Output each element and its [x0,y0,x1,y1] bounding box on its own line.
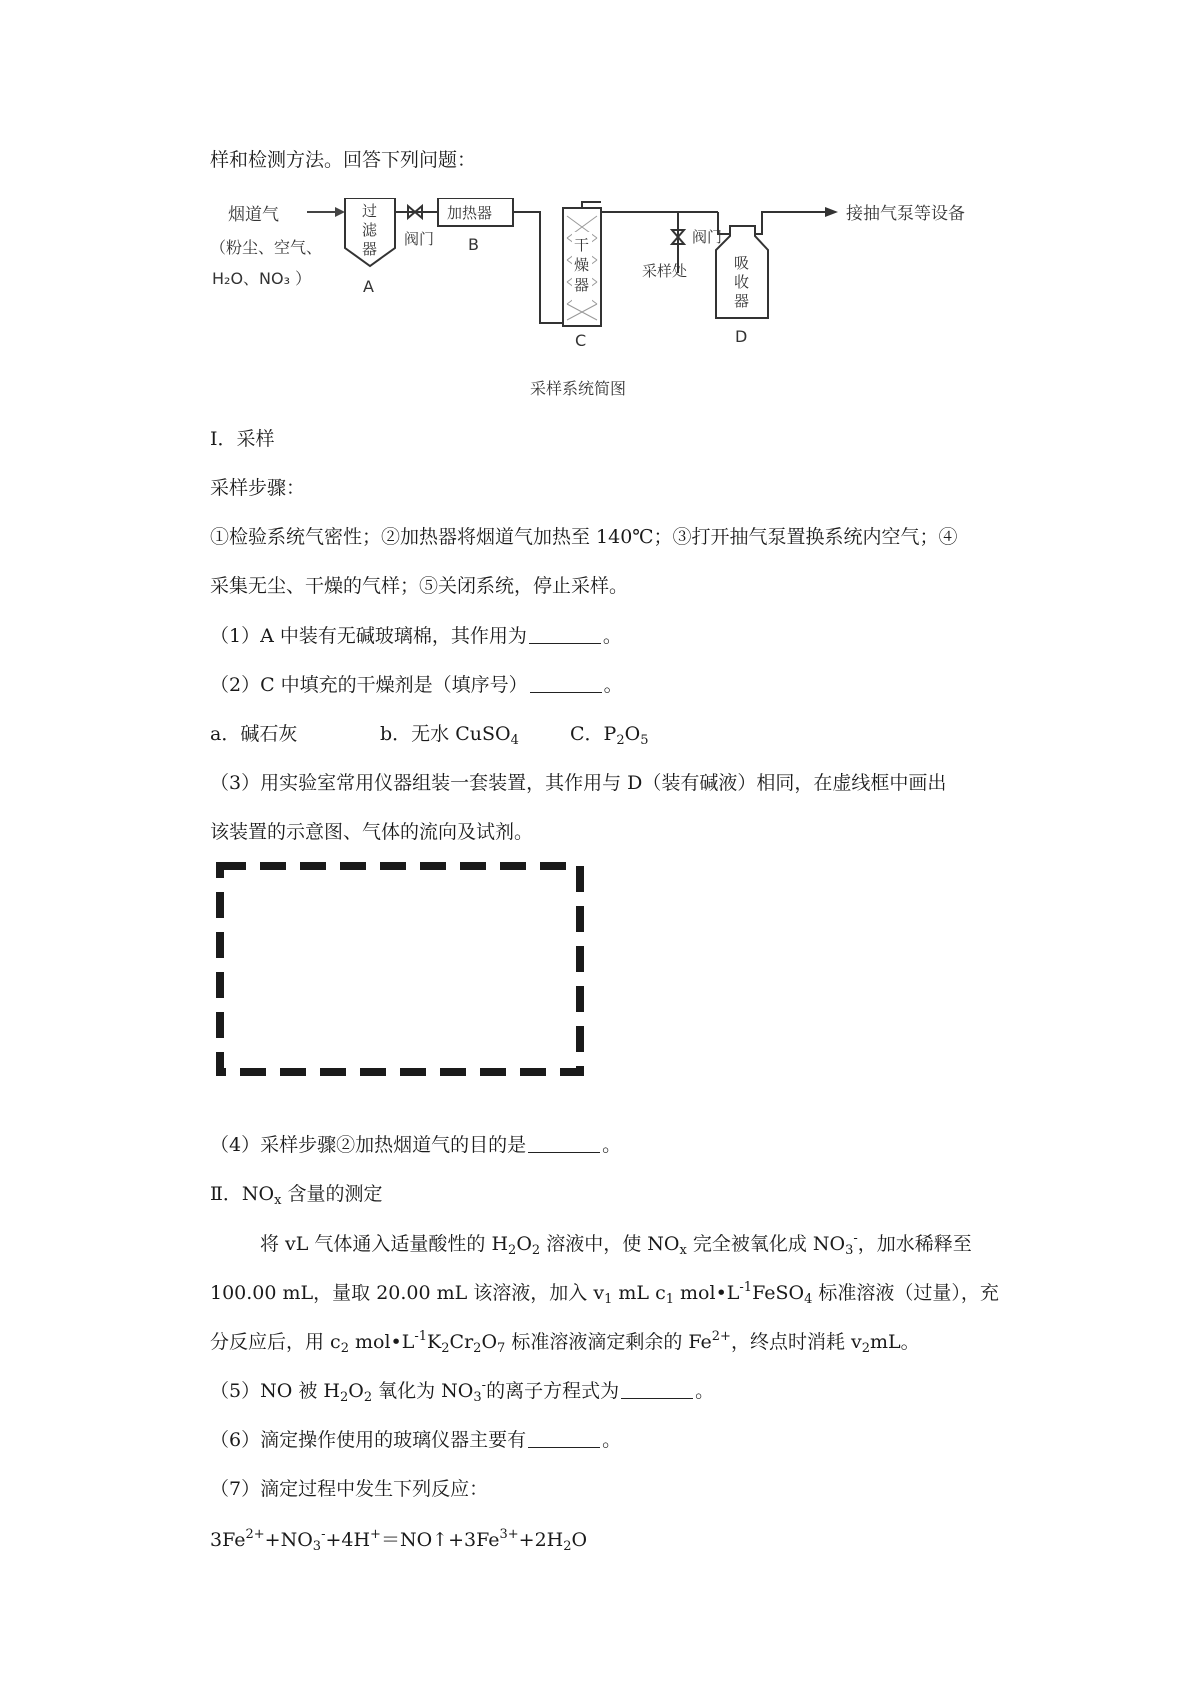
option-c-text: C．P [570,723,617,745]
option-a: a．碱石灰 [210,723,298,745]
eq-sup2: - [321,1527,326,1542]
section-2-title [210,1180,383,1208]
valve-1-label: 阀门 [404,230,435,248]
filter-char-3: 器 [362,240,378,258]
question-1-text: （1）A 中装有无碱玻璃棉，其作用为 [210,625,527,647]
question-1 [210,622,622,650]
p2-t1: 100.00 mL，量取 20.00 mL 该溶液，加入 v [210,1282,605,1304]
p3-t6: 标准溶液滴定剩余的 Fe [505,1331,712,1353]
eq-sup1: 2+ [245,1527,265,1542]
q5-s1: 2 [339,1390,349,1405]
p3-s3: 2 [473,1341,482,1356]
p3-sup2: 2+ [711,1329,731,1344]
diagram-caption: 采样系统简图 [530,379,627,398]
p1-t5: ，加水稀释至 [857,1233,972,1255]
sampling-system-diagram [210,198,1010,418]
dryer-letter: C [575,331,587,350]
dryer-char-1: 干 [574,236,590,254]
sampling-point-label: 采样处 [642,262,688,280]
p1-sup1: - [853,1231,858,1246]
answer-blank-6[interactable] [528,1427,600,1448]
eq-t5: +2H [518,1529,564,1551]
question-2-text: （2）C 中填充的干燥剂是（填序号） [210,674,528,696]
absorber-letter: D [735,327,748,346]
filter-char-2: 滤 [362,221,378,239]
p2-t3: mol•L [674,1282,740,1304]
p1-t1: 将 vL 气体通入适量酸性的 H [260,1233,509,1255]
section-1-title: Ⅰ．采样 [210,428,275,450]
dryer-char-2: 燥 [574,256,590,274]
intro-text: 样和检测方法。回答下列问题： [210,149,477,171]
question-6-text: （6）滴定操作使用的玻璃仪器主要有 [210,1429,527,1451]
paragraph-line-1 [260,1230,972,1258]
valve-2-label: 阀门 [692,228,723,246]
drawing-area-dashed-box[interactable] [212,858,588,1080]
eq-t1: 3Fe [210,1529,246,1551]
question-3-line-1: （3）用实验室常用仪器组装一套装置，其作用与 D（装有碱液）相同，在虚线框中画出 [210,772,947,794]
flue-gas-label: 烟道气 [228,205,279,225]
p1-s4: 3 [845,1243,854,1258]
eq-t4: ＝NO↑+3Fe [380,1529,500,1551]
p1-s1: 2 [508,1243,517,1258]
option-c [570,720,648,748]
steps-title: 采样步骤： [210,477,306,499]
absorber-char-1: 吸 [734,254,750,272]
flue-gas-note-1: （粉尘、空气、 [210,238,323,257]
p3-s1: 2 [340,1341,349,1356]
q5-t1: （5）NO 被 H [210,1380,340,1402]
q5-s3: 3 [473,1390,482,1405]
p2-sup1: -1 [739,1280,753,1295]
eq-t6: O [571,1529,588,1551]
q5-sup1: - [481,1378,487,1393]
absorber-char-2: 收 [734,273,750,291]
eq-sup3: + [370,1527,381,1542]
p1-s3: x [679,1243,687,1258]
question-6 [210,1426,621,1454]
p3-t4: Cr [449,1331,474,1353]
p2-s2: 1 [665,1292,674,1307]
q5-t2: O [348,1380,364,1402]
p1-t2: O [516,1233,532,1255]
dryer-char-3: 器 [574,276,590,294]
q5-t4: 的离子方程式为 [486,1380,620,1402]
section-2-title-sub: x [274,1193,282,1208]
eq-s2: 2 [563,1539,572,1554]
heater-letter: B [468,235,479,254]
p3-t2: mol•L [348,1331,415,1353]
absorber-char-3: 器 [734,292,750,310]
p2-t2: mL c [612,1282,666,1304]
eq-t2: +NO [264,1529,313,1551]
question-2 [210,671,623,699]
inlet-arrow-icon [335,207,345,217]
eq-sup4: 3+ [499,1527,519,1542]
eq-s1: 3 [312,1539,322,1554]
p3-t5: O [481,1331,498,1353]
steps-line-1: ①检验系统气密性；②加热器将烟道气加热至 140℃；③打开抽气泵置换系统内空气；④ [210,526,958,548]
option-b [380,720,570,748]
q2-end-mark: 。 [603,674,623,696]
question-5 [210,1377,714,1405]
q1-end-mark: 。 [602,625,622,647]
option-b-text: b．无水 CuSO [380,723,511,745]
flue-gas-note-2: H₂O、NO₃ ） [212,269,312,288]
q5-t3: 氧化为 NO [372,1380,474,1402]
answer-blank-5[interactable] [621,1378,693,1399]
answer-blank-1[interactable] [529,623,601,644]
p3-s2: 2 [441,1341,450,1356]
p3-s4: 7 [497,1341,506,1356]
option-c-sub-2: 5 [640,733,649,748]
section-2-title-text: Ⅱ．NO [210,1183,275,1205]
filter-char-1: 过 [362,202,378,220]
dashed-frame [220,866,580,1072]
p1-t4: 完全被氧化成 NO [686,1233,846,1255]
eq-t3: +4H [325,1529,371,1551]
heater-label: 加热器 [447,204,493,222]
question-4-text: （4）采样步骤②加热烟道气的目的是 [210,1134,527,1156]
outlet-arrow-icon [825,207,838,217]
outlet-label: 接抽气泵等设备 [846,204,965,224]
p1-s2: 2 [531,1243,541,1258]
option-c-mid: O [624,723,641,745]
question-7: （7）滴定过程中发生下列反应： [210,1478,489,1500]
filter-letter: A [363,277,374,296]
p3-t3: K [427,1331,442,1353]
p2-s1: 1 [604,1292,613,1307]
q6-end-mark: 。 [602,1429,622,1451]
steps-line-2: 采集无尘、干燥的气样；⑤关闭系统，停止采样。 [210,575,629,597]
option-c-sub-1: 2 [616,733,625,748]
q5-end-mark: 。 [695,1380,715,1402]
option-b-sub: 4 [510,733,519,748]
p2-t4: FeSO [752,1282,805,1304]
reaction-equation [210,1526,587,1554]
section-2-title-suffix: 含量的测定 [281,1183,383,1205]
p3-t8: mL。 [870,1331,920,1353]
p3-t7: ，终点时消耗 v [730,1331,862,1353]
p3-t1: 分反应后，用 c [210,1331,341,1353]
p3-sup1: -1 [414,1329,428,1344]
p2-s3: 4 [804,1292,813,1307]
answer-blank-2[interactable] [530,672,602,693]
question-4 [210,1131,621,1159]
p2-t5: 标准溶液（过量），充 [812,1282,999,1304]
p3-s5: 2 [861,1341,870,1356]
answer-blank-4[interactable] [528,1132,600,1153]
q5-s2: 2 [363,1390,373,1405]
q4-end-mark: 。 [602,1134,622,1156]
question-3-line-2: 该装置的示意图、气体的流向及试剂。 [210,821,534,843]
paragraph-line-2 [210,1279,999,1307]
paragraph-line-3 [210,1328,920,1356]
p1-t3: 溶液中，使 NO [540,1233,680,1255]
options-row [210,720,648,748]
